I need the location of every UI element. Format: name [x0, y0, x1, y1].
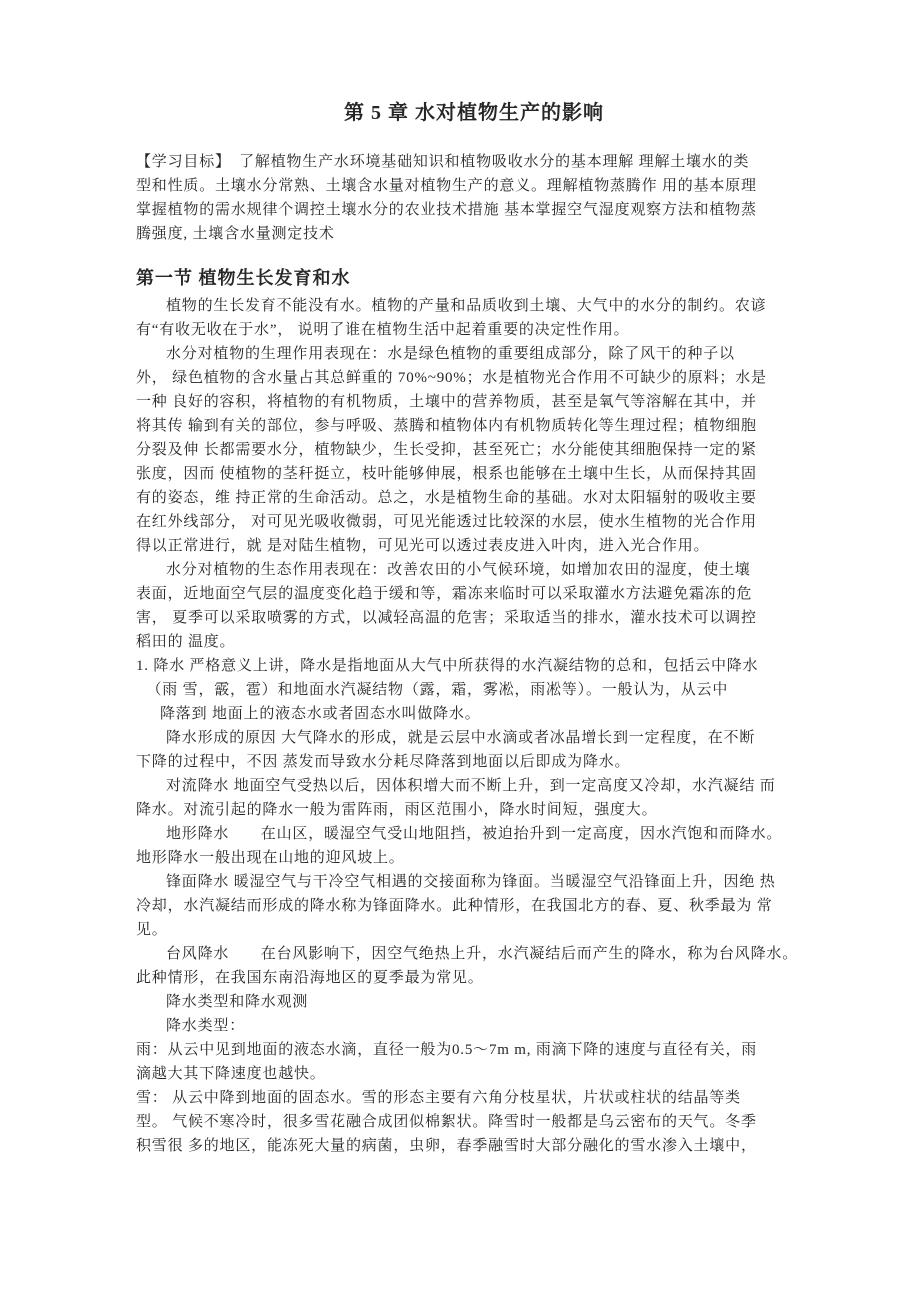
text-line: （雨 雪，霰，雹）和地面水汽凝结物（露，霜，雾凇，雨凇等）。一般认为，从云中 [146, 682, 729, 698]
text-line: 水分对植物的生态作用表现在：改善农田的小气候环境，如增加农田的湿度，使土壤 [166, 562, 751, 578]
text-line: 水分对植物的生理作用表现在：水是绿色植物的重要组成部分，除了风干的种子以 [166, 346, 735, 362]
text-line: 有的姿态，维 持正常的生命活动。总之，水是植物生命的基础。水对太阳辐射的吸收主要 [136, 490, 757, 506]
text-line: 地形降水 在山区，暖湿空气受山地阻挡，被迫抬升到一定高度，因水汽饱和而降水。 [166, 826, 783, 842]
text-line: 降落到 地面上的液态水或者固态水叫做降水。 [160, 706, 481, 722]
text-line: 下降的过程中，不因 蒸发而导致水分耗尽降落到地面以后即成为降水。 [136, 754, 631, 770]
text-line: 锋面降水 暖湿空气与干冷空气相遇的交接面称为锋面。当暖湿空气沿锋面上升，因绝 热 [166, 874, 776, 890]
paragraph-typhoon-precipitation [136, 942, 812, 990]
text-line: 腾强度, 土壤含水量测定技术 [136, 226, 335, 242]
text-line: 降水类型和降水观测 [166, 994, 309, 1010]
text-line: 植物的生长发育不能没有水。植物的产量和品质收到土壤、大气中的水分的制约。农谚 [166, 298, 767, 314]
text-line: 滴越大其下降速度也越快。 [136, 1066, 326, 1082]
text-line: 降水。对流引起的降水一般为雷阵雨，雨区范围小，降水时间短，强度大。 [136, 802, 658, 818]
paragraph-rain [136, 1038, 812, 1086]
paragraph-intro [136, 294, 812, 342]
text-line: 型。 气候不寒冷时，很多雪花融合成团似棉絮状。降雪时一般都是乌云密布的天气。冬季 [136, 1114, 757, 1130]
text-line: 掌握植物的需水规律个调控土壤水分的农业技术措施 基本掌握空气湿度观察方法和植物蒸 [136, 202, 757, 218]
text-line: 外， 绿色植物的含水量占其总鲜重的 70%~90%；水是植物光合作用不可缺少的原料；水是 [136, 370, 767, 386]
text-line: 降水形成的原因 大气降水的形成，就是云层中水滴或者冰晶增长到一定程度，在不断 [166, 730, 756, 746]
paragraph-snow [136, 1086, 812, 1158]
document-title: 第 5 章 水对植物生产的影响 [344, 102, 604, 124]
text-line: 分裂及伸 长都需要水分，植物缺少，生长受抑，甚至死亡；水分能使其细胞保持一定的紧 [136, 442, 757, 458]
paragraph-frontal-precipitation [136, 870, 812, 942]
paragraph-orographic-precipitation [136, 822, 812, 870]
text-line: 雪： 从云中降到地面的固态水。雪的形态主要有六角分枝星状，片状或柱状的结晶等类 [136, 1090, 741, 1106]
paragraph-convective-precipitation [136, 774, 812, 822]
text-line: 一种 良好的容积，将植物的有机物质，土壤中的营养物质，甚至是氧气等溶解在其中，并 [136, 394, 757, 410]
paragraph-physiological-role [136, 342, 812, 558]
text-line: 1. 降水 严格意义上讲，降水是指地面从大气中所获得的水汽凝结物的总和，包括云中降水 [136, 658, 759, 674]
text-line: 见。 [136, 922, 168, 938]
text-line: 降水类型： [166, 1018, 246, 1034]
text-line: 将其传 输到有关的部位，参与呼吸、蒸腾和植物体内有机物质转化等生理过程；植物细胞 [136, 418, 757, 434]
document-content [136, 100, 812, 1158]
line-precipitation-observation [136, 990, 812, 1014]
text-line: 有“有收无收在于水”， 说明了谁在植物生活中起着重要的决定性作用。 [136, 322, 630, 338]
text-line: 表面，近地面空气层的温度变化趋于缓和等，霜冻来临时可以采取灌水方法避免霜冻的危 [136, 586, 753, 602]
paragraph-ecological-role [136, 558, 812, 654]
text-line: 得以正常进行，就 是对陆生植物，可见光可以透过表皮进入叶肉，进入光合作用。 [136, 538, 710, 554]
text-line: 害， 夏季可以采取喷雾的方式，以减轻高温的危害；采取适当的排水，灌水技术可以调控 [136, 610, 757, 626]
paragraph-precipitation-definition [136, 654, 812, 726]
text-line: 此种情形，在我国东南沿海地区的夏季最为常见。 [136, 970, 484, 986]
paragraph-precipitation-formation [136, 726, 812, 774]
text-line: 雨：从云中见到地面的液态水滴，直径一般为0.5〜7m m, 雨滴下降的速度与直径有关，雨 [136, 1042, 758, 1058]
line-precipitation-types [136, 1014, 812, 1038]
text-line: 对流降水 地面空气受热以后，因体积增大而不断上升，到一定高度又冷却，水汽凝结 而 [166, 778, 776, 794]
paragraph-learning-objectives [136, 150, 812, 246]
text-line: 地形降水一般出现在山地的迎风坡上。 [136, 850, 405, 866]
text-line: 在红外线部分， 对可见光吸收微弱，可见光能透过比较深的水层，使水生植物的光合作用 [136, 514, 757, 530]
text-line: 【学习目标】 了解植物生产水环境基础知识和植物吸收水分的基本理解 理解土壤水的类 [136, 154, 750, 170]
text-line: 积雪很 多的地区，能冻死大量的病菌，虫卵，春季融雪时大部分融化的雪水渗入土壤中， [136, 1138, 757, 1154]
text-line: 稻田的 温度。 [136, 634, 236, 650]
text-line: 台风降水 在台风影响下，因空气绝热上升，水汽凝结后而产生的降水，称为台风降水。 [166, 946, 799, 962]
text-line: 张度，因而 使植物的茎秆挺立，枝叶能够伸展，根系也能够在土壤中生长，从而保持其固 [136, 466, 757, 482]
text-line: 型和性质。土壤水分常熟、土壤含水量对植物生产的意义。理解植物蒸腾作 用的基本原理 [136, 178, 757, 194]
text-line: 冷却，水汽凝结而形成的降水称为锋面降水。此种情形，在我国北方的春、夏、秋季最为 常 [136, 898, 773, 914]
section-heading: 第一节 植物生长发育和水 [136, 268, 351, 288]
